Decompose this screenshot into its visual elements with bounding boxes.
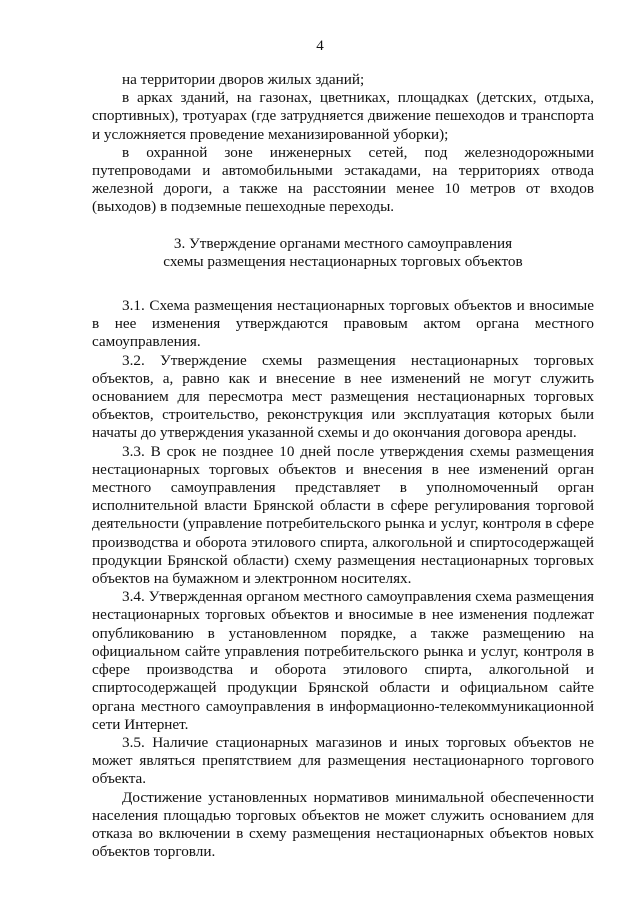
document-body (92, 71, 594, 861)
section-heading-line-1: 3. Утверждение органами местного самоуправления (173, 234, 513, 252)
page-number: 4 (316, 38, 324, 54)
section-heading-line-2: схемы размещения нестационарных торговых объектов (163, 252, 523, 270)
paragraph-standards: Достижение установленных нормативов минимальной обеспеченности населения площадью торговых объектов не может служить основанием для отказа во включении в схему размещения нестационарных объектов новых объектов торговли. (92, 788, 594, 861)
intro-item-protection-zone: в охранной зоне инженерных сетей, под железнодорожными путепроводами и автомобильными эстакадами, на территориях отвода железной дороги, а также на расстоянии менее 10 метров от входов (выходов) в подземные пешеходные переходы. (92, 143, 594, 216)
section-heading (92, 235, 594, 271)
paragraph-3-1: 3.1. Схема размещения нестационарных торговых объектов и вносимые в нее изменения утверждаются правовым актом органа местного самоуправления. (92, 297, 594, 351)
paragraph-3-4: 3.4. Утвержденная органом местного самоуправления схема размещения нестационарных торговых объектов и вносимые в нее изменения подлежат опубликованию в установленном порядке, а также размещению на официальном сайте управления потребительского рынка и услуг, контроля в сфере производства и оборота этилового спирта, алкогольной и спиртосодержащей продукции Брянской области и официальном сайте органа местного самоуправления в информационно-телекоммуникационной сети Интернет. (92, 588, 594, 733)
paragraph-3-5: 3.5. Наличие стационарных магазинов и иных торговых объектов не может являться препятствием для размещения нестационарного торгового объекта. (92, 733, 594, 788)
intro-item-arches: в арках зданий, на газонах, цветниках, площадках (детских, отдыха, спортивных), тротуарах (где затрудняется движение пешеходов и транспорта и усложняется проведение механизированной уборки); (92, 89, 594, 143)
paragraph-3-3: 3.3. В срок не позднее 10 дней после утверждения схемы размещения нестационарных торговых объектов и внесения в нее изменений орган местного самоуправления представляет в уполномоченный орган исполнительной власти Брянской области в сфере регулирования торговой деятельности (управление потребительского рынка и услуг, контроля в сфере производства и оборота этилового спирта, алкогольной и спиртосодержащей продукции Брянской области) схему размещения нестационарных торговых объектов на бумажном и электронном носителях. (92, 442, 594, 588)
intro-item-courtyards: на территории дворов жилых зданий; (122, 71, 365, 88)
paragraph-3-2: 3.2. Утверждение схемы размещения нестационарных торговых объектов, а, равно как и внесение в нее изменений не могут служить основанием для пересмотра мест размещения нестационарных торговых объектов, строительство, реконструкция или эксплуатация которых были начаты до утверждения указанной схемы и до окончания договора аренды. (92, 351, 594, 442)
